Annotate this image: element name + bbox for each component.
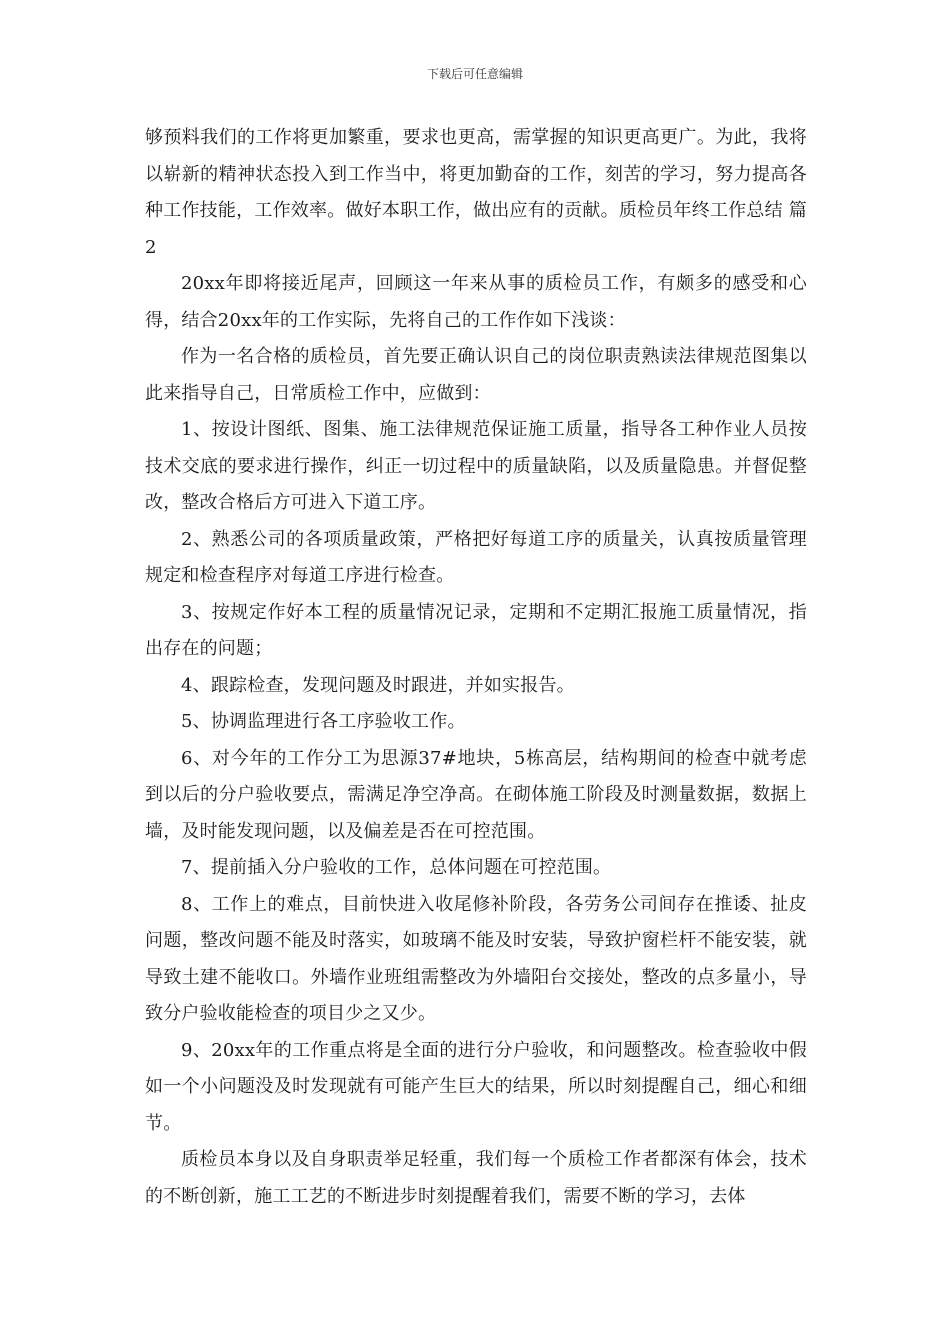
list-item: 3、按规定作好本工程的质量情况记录，定期和不定期汇报施工质量情况，指出存在的问题； [145, 601, 807, 659]
paragraph: 够预料我们的工作将更加繁重，要求也更高，需掌握的知识更高更广。为此，我将以崭新的精神状态投入到工作当中，将更加勤奋的工作，刻苦的学习，努力提高各种工作技能，工作效率。做好本职工作，做出应有的贡献。质检员年终工作总结 篇2 [145, 127, 807, 258]
list-item: 6、对今年的工作分工为思源37#地块，5栋高层，结构期间的检查中就考虑到以后的分户验收要点，需满足净空净高。在砌体施工阶段及时测量数据，数据上墙，及时能发现问题，以及偏差是否在可控范围。 [145, 747, 807, 842]
list-item: 5、协调监理进行各工序验收工作。 [181, 711, 466, 732]
page-header-note: 下载后可任意编辑 [426, 67, 523, 81]
paragraph: 20xx年即将接近尾声，回顾这一年来从事的质检员工作，有颇多的感受和心得，结合20xx年的工作实际，先将自己的工作作如下浅谈： [145, 273, 807, 331]
paragraph: 质检员本身以及自身职责举足轻重，我们每一个质检工作者都深有体会，技术的不断创新，施工工艺的不断进步时刻提醒着我们，需要不断的学习，去体 [145, 1149, 807, 1207]
list-item: 1、按设计图纸、图集、施工法律规范保证施工质量，指导各工种作业人员按技术交底的要求进行操作，纠正一切过程中的质量缺陷，以及质量隐患。并督促整改，整改合格后方可进入下道工序。 [145, 419, 807, 513]
list-item: 8、工作上的难点，目前快进入收尾修补阶段，各劳务公司间存在推诿、扯皮问题，整改问题不能及时落实，如玻璃不能及时安装，导致护窗栏杆不能安装，就导致土建不能收口。外墙作业班组需整改为外墙阳台交接处，整改的点多量小，导致分户验收能检查的项目少之又少。 [145, 893, 807, 1024]
paragraph: 作为一名合格的质检员，首先要正确认识自己的岗位职责熟读法律规范图集以此来指导自己，日常质检工作中，应做到： [145, 346, 807, 404]
list-item: 7、提前插入分户验收的工作，总体问题在可控范围。 [181, 857, 612, 878]
document-body [145, 120, 807, 1215]
list-item: 4、跟踪检查，发现问题及时跟进，并如实报告。 [181, 674, 575, 696]
list-item: 2、熟悉公司的各项质量政策，严格把好每道工序的质量关，认真按质量管理规定和检查程序对每道工序进行检查。 [145, 528, 807, 586]
list-item: 9、20xx年的工作重点将是全面的进行分户验收，和问题整改。检查验收中假如一个小问题没及时发现就有可能产生巨大的结果，所以时刻提醒自己，细心和细节。 [145, 1039, 807, 1134]
